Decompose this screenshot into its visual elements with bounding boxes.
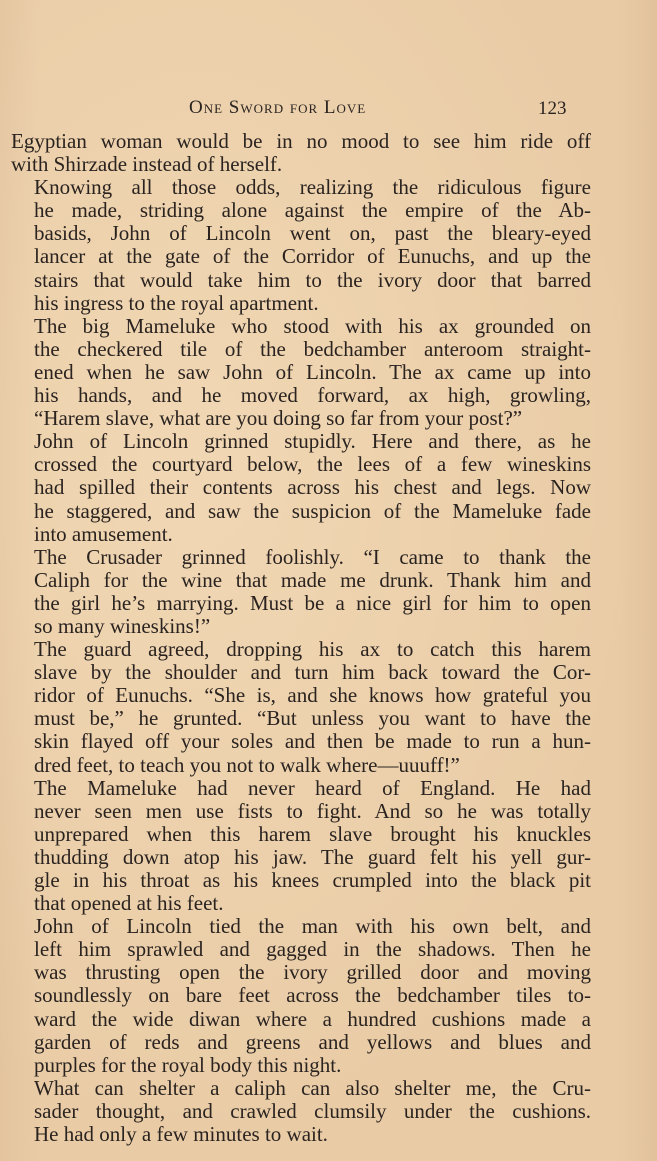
text-line: The Mameluke had never heard of England. He had [34, 775, 591, 800]
paragraph [11, 130, 591, 176]
text-line: sader thought, and crawled clumsily under the cushions. [34, 1098, 591, 1123]
text-line: Caliph for the wine that made me drunk. Thank him and [34, 567, 591, 592]
text-line: slave by the shoulder and turn him back toward the Cor- [34, 660, 591, 685]
text-line: ened when he saw John of Lincoln. The ax came up into [34, 359, 591, 384]
paragraph [11, 777, 591, 916]
text-line: into amusement. [34, 521, 173, 546]
paragraph [11, 176, 591, 315]
text-line: skin flayed off your soles and then be made to run a hun- [34, 729, 591, 754]
text-line: The guard agreed, dropping his ax to catch this harem [34, 637, 591, 662]
text-line: garden of reds and greens and yellows and blues and [34, 1029, 591, 1054]
text-line: left him sprawled and gagged in the shadows. Then he [34, 937, 591, 962]
text-line: What can shelter a caliph can also shelter me, the Cru- [34, 1075, 591, 1100]
text-line: He had only a few minutes to wait. [34, 1122, 328, 1147]
text-line: was thrusting open the ivory grilled door and moving [34, 960, 591, 985]
text-line: Egyptian woman would be in no mood to see him ride off [11, 129, 591, 153]
paragraph [11, 546, 591, 638]
text-line: ward the wide diwan where a hundred cushions made a [34, 1006, 591, 1031]
text-line: crossed the courtyard below, the lees of a few wineskins [34, 452, 591, 477]
paragraph [11, 915, 591, 1077]
text-line: dred feet, to teach you not to walk where—uuuff!” [34, 752, 460, 777]
text-line: The Crusader grinned foolishly. “I came to thank the [34, 544, 591, 569]
text-line: The big Mameluke who stood with his ax grounded on [34, 313, 591, 338]
text-line: the checkered tile of the bedchamber anteroom straight- [34, 336, 591, 361]
text-line: never seen men use fists to fight. And so he was totally [34, 798, 591, 823]
paragraph [11, 315, 591, 430]
text-line: Knowing all those odds, realizing the ridiculous figure [34, 175, 591, 200]
text-line: his hands, and he moved forward, ax high, growling, [34, 383, 591, 408]
text-line: his ingress to the royal apartment. [34, 290, 319, 315]
text-line: stairs that would take him to the ivory door that barred [34, 267, 591, 292]
text-line: ridor of Eunuchs. “She is, and she knows how grateful you [34, 683, 591, 708]
text-line: had spilled their contents across his chest and legs. Now [34, 475, 591, 500]
text-line: lancer at the gate of the Corridor of Eunuchs, and up the [34, 244, 591, 269]
running-title: One Sword for Love [189, 97, 367, 118]
text-line: “Harem slave, what are you doing so far from your post?” [34, 406, 523, 431]
running-header [0, 97, 657, 125]
text-line: with Shirzade instead of herself. [11, 152, 283, 177]
text-line: so many wineskins!” [34, 613, 211, 638]
text-line: gle in his throat as his knees crumpled into the black pit [34, 868, 591, 892]
text-line: the girl he’s marrying. Must be a nice girl for him to open [34, 590, 591, 615]
page-number: 123 [538, 98, 567, 119]
text-body [11, 130, 591, 1146]
text-line: soundlessly on bare feet across the bedchamber tiles to- [34, 983, 591, 1008]
text-line: he made, striding alone against the empire of the Ab- [34, 198, 591, 223]
text-line: unprepared when this harem slave brought his knuckles [34, 821, 591, 846]
text-line: basids, John of Lincoln went on, past the bleary-eyed [34, 221, 591, 246]
text-line: thudding down atop his jaw. The guard felt his yell gur- [34, 844, 591, 869]
paragraph [11, 1077, 591, 1146]
text-line: he staggered, and saw the suspicion of the Mameluke fade [34, 498, 591, 523]
text-line: must be,” he grunted. “But unless you want to have the [34, 706, 591, 731]
paragraph [11, 430, 591, 545]
text-line: John of Lincoln tied the man with his own belt, and [34, 914, 591, 939]
text-line: that opened at his feet. [34, 891, 224, 916]
text-line: John of Lincoln grinned stupidly. Here and there, as he [34, 429, 591, 454]
text-line: purples for the royal body this night. [34, 1052, 342, 1077]
paragraph [11, 638, 591, 777]
